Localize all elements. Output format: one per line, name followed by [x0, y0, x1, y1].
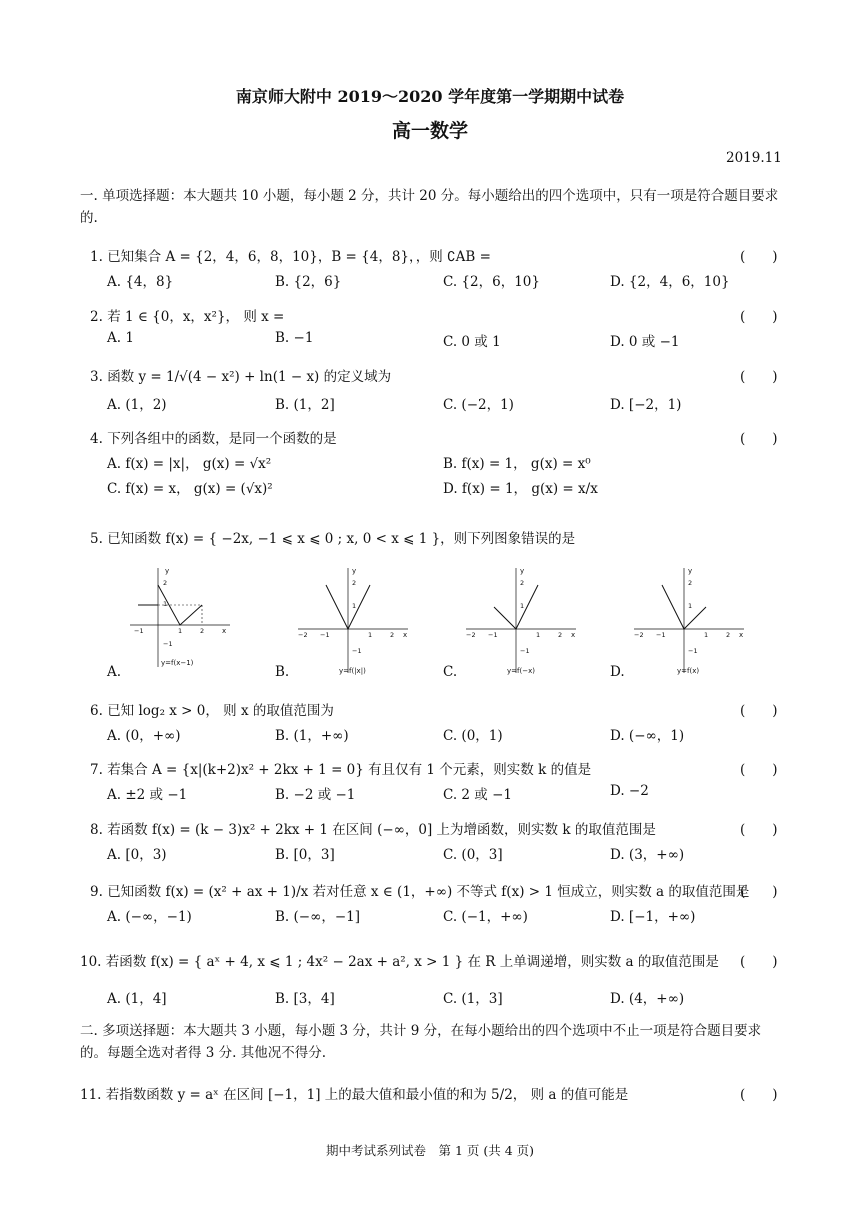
graph-c	[461, 563, 581, 678]
question-stem: 若集合 A = {x|(k+2)x² + 2kx + 1 = 0} 有且仅有 1 个元素，则实数 k 的值是	[107, 762, 592, 778]
svg-text:−2: −2	[466, 631, 476, 639]
svg-text:1: 1	[520, 602, 525, 610]
svg-text:2: 2	[352, 579, 357, 587]
svg-text:y: y	[688, 567, 693, 575]
option-c: C. 0 或 1	[443, 334, 501, 350]
question-8: 8. 若函数 f(x) = (k − 3)x² + 2kx + 1 在区间 (−∞，0] 上为增函数，则实数 k 的取值范围是	[90, 822, 656, 838]
exam-title: 南京师大附中 2019～2020 学年度第一学期期中试卷	[235, 87, 625, 106]
option-d: D. (4，+∞)	[610, 991, 685, 1007]
answer-blank: ( )	[740, 954, 778, 970]
question-stem: 已知函数 f(x) = (x² + ax + 1)/x 若对任意 x ∈ (1，+∞) 不等式 f(x) > 1 恒成立，则实数 a 的取值范围是	[107, 884, 750, 900]
svg-text:−2: −2	[634, 631, 644, 639]
option-b: B. f(x) = 1， g(x) = x⁰	[443, 456, 591, 472]
option-c: C. (−1，+∞)	[443, 909, 528, 925]
option-b: B. (1，2]	[275, 397, 335, 413]
question-stem: 若指数函数 y = aˣ 在区间 [−1，1] 上的最大值和最小值的和为 5/2， 则 a 的值可能是	[105, 1087, 629, 1103]
option-a: A. (1，2)	[107, 397, 167, 413]
option-b: B. (1，+∞)	[275, 728, 349, 744]
graph-b-label: y=f(|x|)	[339, 667, 366, 675]
question-stem: 已知函数 f(x) = { −2x, −1 ⩽ x ⩽ 0 ; x, 0 < x ⩽ 1 }，则下列图象错误的是	[107, 531, 576, 547]
option-a: A.	[107, 664, 122, 680]
option-c: C. (0，3]	[443, 847, 503, 863]
option-b: B. [0，3]	[275, 847, 335, 863]
option-d: D. [−1，+∞)	[610, 909, 696, 925]
answer-blank: ( )	[740, 884, 778, 900]
graph-b	[293, 563, 413, 678]
svg-text:−1: −1	[688, 647, 698, 655]
svg-text:1: 1	[368, 631, 373, 639]
question-3: 3. 函数 y = 1/√(4 − x²) + ln(1 − x) 的定义域为	[90, 369, 392, 385]
option-c: C.	[443, 664, 458, 680]
svg-text:1: 1	[688, 602, 693, 610]
svg-text:2: 2	[726, 631, 731, 639]
graph-d-label: y=f(x)	[677, 667, 700, 675]
option-c: C. (0，1)	[443, 728, 503, 744]
svg-text:−1: −1	[520, 647, 530, 655]
svg-text:y: y	[520, 567, 525, 575]
question-2: 2. 若 1 ∈ {0，x，x²}， 则 x =	[90, 309, 285, 325]
svg-text:x: x	[571, 631, 576, 639]
section-1-heading: 一. 单项选择题：本大题共 10 小题，每小题 2 分，共计 20 分。每小题给出的四个选项中，只有一项是符合题目要求的.	[80, 188, 779, 226]
svg-text:1: 1	[536, 631, 541, 639]
option-a: A. 1	[107, 330, 134, 346]
question-5: 5. 已知函数 f(x) = { −2x, −1 ⩽ x ⩽ 0 ; x, 0 < x ⩽ 1 }，则下列图象错误的是	[90, 531, 576, 547]
option-a: A. f(x) = |x|， g(x) = √x²	[107, 456, 272, 472]
svg-text:1: 1	[163, 600, 168, 608]
answer-blank: ( )	[740, 703, 778, 719]
option-d: D. (−∞，1)	[610, 728, 685, 744]
svg-text:1: 1	[178, 627, 183, 635]
exam-date: 2019.11	[726, 150, 782, 166]
option-a: A. (−∞，−1)	[107, 909, 192, 925]
option-a: A. ±2 或 −1	[107, 787, 188, 803]
svg-text:−1: −1	[656, 631, 666, 639]
question-4: 4. 下列各组中的函数，是同一个函数的是	[90, 431, 337, 447]
option-d: D. (3，+∞)	[610, 847, 685, 863]
question-stem: 若函数 f(x) = (k − 3)x² + 2kx + 1 在区间 (−∞，0] 上为增函数，则实数 k 的取值范围是	[107, 822, 656, 838]
question-11: 11. 若指数函数 y = aˣ 在区间 [−1，1] 上的最大值和最小值的和为 5/2， 则 a 的值可能是	[80, 1087, 629, 1103]
svg-text:2: 2	[688, 579, 693, 587]
svg-text:−1: −1	[163, 640, 173, 648]
option-b: B.	[275, 664, 290, 680]
question-stem: 若函数 f(x) = { aˣ + 4, x ⩽ 1 ; 4x² − 2ax + a², x > 1 } 在 R 上单调递增，则实数 a 的取值范围是	[105, 954, 719, 970]
page-footer: 期中考试系列试卷 第 1 页 (共 4 页)	[325, 1143, 535, 1158]
option-d: D. −2	[610, 783, 649, 799]
graph-a-label: y=f(x−1)	[161, 659, 194, 667]
question-7: 7. 若集合 A = {x|(k+2)x² + 2kx + 1 = 0} 有且仅有 1 个元素，则实数 k 的值是	[90, 762, 592, 778]
option-b: B. −2 或 −1	[275, 787, 356, 803]
svg-text:x: x	[222, 627, 227, 635]
question-1: 1. 已知集合 A = {2，4，6，8，10}，B = {4，8}，，则 ∁AB =	[90, 249, 491, 265]
answer-blank: ( )	[740, 431, 778, 447]
svg-text:y: y	[352, 567, 357, 575]
option-a: A. {4，8}	[107, 274, 174, 290]
option-a: A. [0，3)	[107, 847, 167, 863]
question-9: 9. 已知函数 f(x) = (x² + ax + 1)/x 若对任意 x ∈ (1，+∞) 不等式 f(x) > 1 恒成立，则实数 a 的取值范围是	[90, 884, 750, 900]
graph-a	[125, 563, 235, 671]
option-d: D. 0 或 −1	[610, 334, 680, 350]
question-stem: 下列各组中的函数，是同一个函数的是	[107, 431, 337, 447]
svg-text:1: 1	[352, 602, 357, 610]
option-c: C. {2，6，10}	[443, 274, 540, 290]
option-a: A. (1，4]	[107, 991, 167, 1007]
option-d: D. [−2，1)	[610, 397, 682, 413]
svg-text:2: 2	[390, 631, 395, 639]
question-stem: 已知 log₂ x > 0， 则 x 的取值范围为	[107, 703, 334, 719]
option-d: D. {2，4，6，10}	[610, 274, 730, 290]
answer-blank: ( )	[740, 309, 778, 325]
svg-text:−2: −2	[298, 631, 308, 639]
option-c: C. f(x) = x， g(x) = (√x)²	[107, 481, 273, 497]
question-stem: 若 1 ∈ {0，x，x²}， 则 x =	[107, 309, 285, 325]
answer-blank: ( )	[740, 762, 778, 778]
option-b: B. (−∞，−1]	[275, 909, 360, 925]
svg-text:2: 2	[200, 627, 205, 635]
answer-blank: ( )	[740, 249, 778, 265]
svg-text:1: 1	[704, 631, 709, 639]
option-d: D. f(x) = 1， g(x) = x/x	[443, 481, 598, 497]
option-c: C. 2 或 −1	[443, 787, 513, 803]
svg-text:−1: −1	[352, 647, 362, 655]
svg-text:2: 2	[558, 631, 563, 639]
svg-text:−1: −1	[134, 627, 144, 635]
option-b: B. {2，6}	[275, 274, 342, 290]
question-10: 10. 若函数 f(x) = { aˣ + 4, x ⩽ 1 ; 4x² − 2ax + a², x > 1 } 在 R 上单调递增，则实数 a 的取值范围是	[80, 954, 719, 970]
option-b: B. −1	[275, 330, 314, 346]
question-stem: 函数 y = 1/√(4 − x²) + ln(1 − x) 的定义域为	[107, 369, 392, 385]
svg-text:y: y	[165, 567, 170, 575]
option-d: D.	[610, 664, 625, 680]
answer-blank: ( )	[740, 1087, 778, 1103]
subject-title: 高一数学	[391, 120, 468, 142]
svg-text:x: x	[739, 631, 744, 639]
option-a: A. (0，+∞)	[107, 728, 181, 744]
question-stem: 已知集合 A = {2，4，6，8，10}，B = {4，8}，，则 ∁AB =	[107, 249, 491, 265]
section-2-heading: 二. 多项送择题：本大题共 3 小题，每小题 3 分，共计 9 分，在每小题给出的四个选项中不止一项是符合题目要求的。每题全选对者得 3 分. 其他况不得分.	[80, 1023, 762, 1061]
svg-text:2: 2	[520, 579, 525, 587]
svg-text:x: x	[403, 631, 408, 639]
graph-d	[629, 563, 749, 678]
option-c: C. (−2，1)	[443, 397, 514, 413]
question-6: 6. 已知 log₂ x > 0， 则 x 的取值范围为	[90, 703, 334, 719]
svg-text:2: 2	[163, 579, 168, 587]
graph-c-label: y=f(−x)	[507, 667, 535, 675]
answer-blank: ( )	[740, 369, 778, 385]
svg-text:−1: −1	[320, 631, 330, 639]
option-c: C. (1，3]	[443, 991, 503, 1007]
svg-text:−1: −1	[488, 631, 498, 639]
answer-blank: ( )	[740, 822, 778, 838]
option-b: B. [3，4]	[275, 991, 335, 1007]
